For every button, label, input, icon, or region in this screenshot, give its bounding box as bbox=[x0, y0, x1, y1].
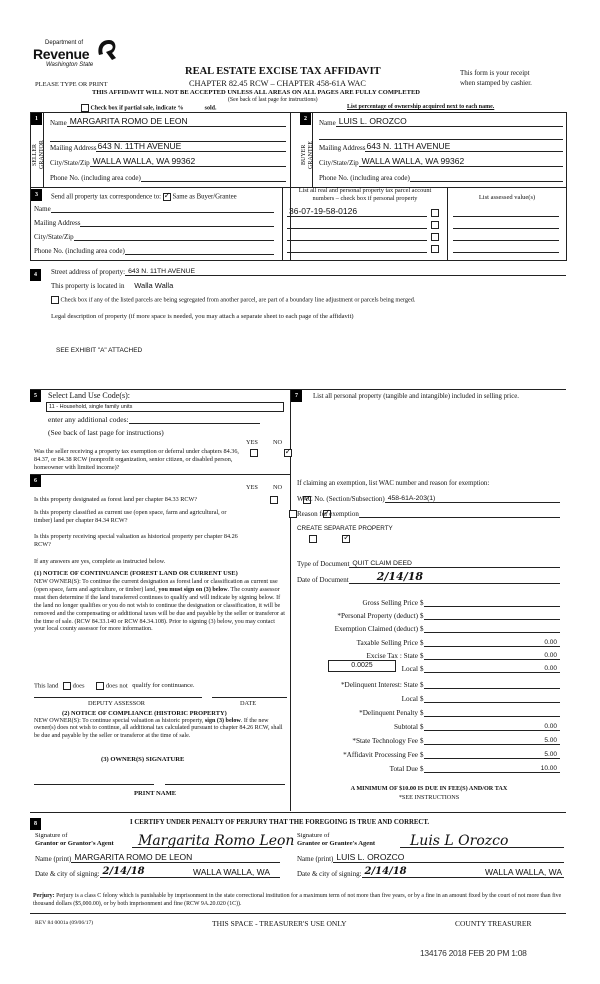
no-header-6: NO bbox=[273, 484, 283, 491]
land-use-select[interactable]: 11 - Household, single family units bbox=[46, 402, 284, 412]
corr-phone-field[interactable] bbox=[125, 245, 274, 255]
parcel-row bbox=[287, 230, 442, 242]
seller-name-row: Name MARGARITA ROMO DE LEON bbox=[50, 117, 286, 127]
seller-grantor-label: SELLER GRANTOR bbox=[32, 140, 45, 170]
section-5-badge: 5 bbox=[30, 390, 41, 402]
buyer-city-field[interactable]: WALLA WALLA, WA 99362 bbox=[359, 157, 563, 167]
corr-name-field[interactable] bbox=[51, 203, 274, 213]
corr-city-field[interactable] bbox=[74, 231, 274, 241]
fee-row-processing-fee: *Affidavit Processing Fee $ 5.00 bbox=[295, 746, 560, 759]
grantor-name-field[interactable]: MARGARITA ROMO DE LEON bbox=[71, 853, 280, 863]
if-yes-instructions: If any answers are yes, complete as instructed below. bbox=[34, 558, 166, 565]
print-name-label: PRINT NAME bbox=[134, 790, 177, 797]
grantor-name-row: Name (print) MARGARITA ROMO DE LEON bbox=[35, 853, 280, 863]
section-7-badge: 7 bbox=[291, 390, 302, 402]
additional-codes-field[interactable] bbox=[129, 414, 260, 424]
logo-revenue-text: Revenue bbox=[33, 46, 90, 62]
buyer-city-row: City/State/Zip WALLA WALLA, WA 99362 bbox=[319, 157, 563, 167]
fee-row-penalty: *Delinquent Penalty $ bbox=[295, 704, 560, 717]
completion-warning: THIS AFFIDAVIT WILL NOT BE ACCEPTED UNLESS ALL AREAS ON ALL PAGES ARE FULLY COMPLETED bbox=[92, 89, 420, 96]
segregated-checkbox[interactable] bbox=[51, 296, 59, 304]
historic-yes-checkbox[interactable] bbox=[309, 535, 317, 543]
gross-selling-price-field[interactable] bbox=[424, 596, 561, 607]
personal-property-checkbox[interactable] bbox=[431, 245, 439, 253]
seller-phone-field[interactable] bbox=[141, 172, 286, 182]
personal-property-checkbox[interactable] bbox=[431, 233, 439, 241]
grantor-date-row: Date & city of signing: 2/14/18 WALLA WALLA, WA bbox=[35, 868, 280, 878]
section-1-badge: 1 bbox=[31, 113, 42, 125]
exemption-yes-checkbox[interactable] bbox=[250, 449, 258, 457]
forest-land-question: Is this property designated as forest land per chapter 84.33 RCW? bbox=[34, 496, 198, 503]
current-use-yes-checkbox[interactable] bbox=[289, 510, 297, 518]
grantee-name-field[interactable]: LUIS L. OROZCO bbox=[333, 853, 564, 863]
no-header: NO bbox=[273, 439, 283, 446]
parcel-number-field[interactable] bbox=[287, 242, 427, 253]
grantee-signature: Luis L Orozco bbox=[410, 833, 509, 849]
fee-row-delinquent-local: Local $ bbox=[295, 690, 560, 703]
parcel-row bbox=[287, 206, 442, 218]
partial-sale-sold: sold. bbox=[204, 105, 217, 112]
corr-mailing-row: Mailing Address bbox=[34, 217, 274, 227]
dor-logo bbox=[33, 40, 123, 74]
assessor-date-label: DATE bbox=[240, 700, 257, 707]
logo-department-text: Department of bbox=[45, 40, 84, 46]
assessed-value-field[interactable] bbox=[453, 242, 559, 253]
deputy-assessor-signature-line[interactable] bbox=[34, 697, 202, 698]
buyer-phone-row: Phone No. (including area code) bbox=[319, 172, 563, 182]
current-use-question: Is this property classified as current use (open space, farm and agricultural, or timber) land per chapter 84.34 RCW? bbox=[34, 509, 227, 524]
exemption-no-checkbox[interactable] bbox=[284, 449, 292, 457]
buyer-mailing-row: Mailing Address 643 N. 11TH AVENUE bbox=[319, 142, 563, 152]
section-4-badge: 4 bbox=[30, 269, 41, 281]
document-type-field[interactable]: QUIT CLAIM DEED bbox=[349, 558, 560, 568]
assessed-header: List assessed value(s) bbox=[478, 194, 536, 201]
parcel-number-field[interactable] bbox=[287, 218, 427, 229]
grantor-signature-field[interactable] bbox=[132, 833, 295, 849]
dor-swirl-icon bbox=[95, 38, 117, 62]
corr-city-row: City/State/Zip bbox=[34, 231, 274, 241]
see-back-note: (See back of last page for instructions) bbox=[228, 97, 318, 103]
personal-property-checkbox[interactable] bbox=[431, 221, 439, 229]
fee-row-taxable: Taxable Selling Price $ 0.00 bbox=[295, 634, 560, 647]
additional-codes-row: enter any additional codes: bbox=[48, 414, 260, 424]
document-date-field[interactable]: 2/14/18 bbox=[349, 574, 560, 584]
grantee-name-row: Name (print) LUIS L. OROZCO bbox=[297, 853, 564, 863]
seller-mailing-field[interactable]: 643 N. 11TH AVENUE bbox=[96, 142, 286, 152]
perjury-notice: Perjury: Perjury is a class C felony which is punishable by imprisonment in the state correctional institution for a maximum term of not more than five years, or by a fine in an amount fixed by the court of not more than five thousand dollars ($5,000.00), or by both imprisonment and fine (RCW 9A.20.020 (1C)). bbox=[33, 893, 562, 907]
exemption-intro: If claiming an exemption, list WAC number and reason for exemption: bbox=[297, 480, 490, 487]
owner-signature-label: (3) OWNER(S) SIGNATURE bbox=[101, 756, 185, 763]
partial-sale-label: Check box if partial sale, indicate % bbox=[90, 105, 184, 112]
county-treasurer-label: COUNTY TREASURER bbox=[455, 919, 532, 928]
wac-row: WAC No. (Section/Subsection) 458-61A-203(1) bbox=[297, 493, 560, 503]
parcel-number-field[interactable]: 36-07-19-58-0126 bbox=[287, 206, 427, 217]
notice-continuance-title: (1) NOTICE OF CONTINUANCE (FOREST LAND OR CURRENT USE) bbox=[34, 570, 238, 577]
form-subtitle: CHAPTER 82.45 RCW – CHAPTER 458-61A WAC bbox=[189, 79, 366, 88]
total-due-field[interactable]: 10.00 bbox=[424, 762, 561, 773]
send-correspondence-row: Send all property tax correspondence to: ✓ Same as Buyer/Grantee bbox=[51, 193, 237, 201]
corr-name-row: Name bbox=[34, 203, 274, 213]
delinquent-interest-local-field[interactable] bbox=[424, 692, 561, 703]
same-as-buyer-checkbox[interactable] bbox=[163, 193, 171, 201]
see-instructions-note: *SEE INSTRUCTIONS bbox=[398, 794, 460, 801]
delinquent-interest-state-field[interactable] bbox=[424, 678, 561, 689]
subtotal-field[interactable]: 0.00 bbox=[424, 720, 561, 731]
parcel-header: List all real and personal property tax parcel account numbers – check box if personal property bbox=[298, 187, 432, 202]
notice-compliance-body: NEW OWNER(S): To continue special valuation as historic property, sign (3) below. If the new owner(s) does not wish to continue, all additional tax calculated pursuant to chapter 84.26 RCW, shall be due and payable by the seller or transferor at the time of sale. bbox=[34, 718, 283, 739]
grantee-date-city-field[interactable]: 2/14/18 WALLA WALLA, WA bbox=[362, 868, 564, 878]
partial-sale-row bbox=[81, 104, 217, 112]
grantee-date-row: Date & city of signing: 2/14/18 WALLA WALLA, WA bbox=[297, 866, 562, 878]
section-3-badge: 3 bbox=[31, 189, 42, 201]
wac-number-field[interactable]: 458-61A-203(1) bbox=[385, 493, 560, 503]
logo-state-text: Washington State bbox=[46, 62, 94, 68]
doc-type-row: Type of Document QUIT CLAIM DEED bbox=[297, 558, 560, 568]
fee-row-delinquent-state: *Delinquent Interest: State $ bbox=[295, 676, 560, 689]
assessed-value-field[interactable] bbox=[453, 206, 559, 217]
parcel-row bbox=[287, 218, 442, 230]
fee-row-personal: *Personal Property (deduct) $ bbox=[295, 607, 560, 620]
form-title: REAL ESTATE EXCISE TAX AFFIDAVIT bbox=[185, 66, 381, 77]
corr-mailing-field[interactable] bbox=[80, 217, 274, 227]
section-2-badge: 2 bbox=[300, 113, 311, 125]
seller-phone-row: Phone No. (including area code) bbox=[50, 172, 286, 182]
street-address-row: Street address of property: 643 N. 11TH AVENUE bbox=[51, 266, 566, 276]
deputy-assessor-label: DEPUTY ASSESSOR bbox=[88, 700, 145, 707]
ownership-note: List percentage of ownership acquired next to each name. bbox=[347, 104, 495, 110]
forest-yes-checkbox[interactable] bbox=[270, 496, 278, 504]
reason-row: Reason for exemption bbox=[297, 508, 560, 518]
yes-header: YES bbox=[246, 439, 258, 446]
grantee-signature-label: Signature of Grantee or Grantee's Agent bbox=[297, 832, 376, 847]
reason-value: CREATE SEPARATE PROPERTY bbox=[297, 525, 393, 532]
reason-field[interactable] bbox=[359, 508, 560, 518]
located-value: Walla Walla bbox=[134, 281, 174, 290]
grantee-signature-field[interactable] bbox=[400, 833, 564, 849]
receipt-note-1: This form is your receipt bbox=[460, 69, 530, 77]
segregated-row: Check box if any of the listed parcels are being segregated from another parcel, are part of a boundary line adjustment or parcels being merged. bbox=[51, 296, 415, 304]
fee-row-state-tax: Excise Tax : State $ 0.00 bbox=[295, 647, 560, 660]
buyer-phone-field[interactable] bbox=[410, 172, 563, 182]
assessed-value-field[interactable] bbox=[453, 230, 559, 241]
located-row: This property is located in Walla Walla bbox=[51, 281, 174, 290]
fee-row-local-tax: Local $ 0.00 bbox=[295, 660, 560, 673]
continuance-qualify-row: This land does does not qualify for continuance. bbox=[34, 682, 195, 690]
state-technology-fee-field[interactable]: 5.00 bbox=[424, 734, 561, 745]
excise-tax-local-field[interactable]: 0.00 bbox=[424, 662, 561, 673]
fee-row-exemption: Exemption Claimed (deduct) $ bbox=[295, 620, 560, 633]
parcel-row bbox=[287, 242, 442, 254]
seller-mailing-row: Mailing Address 643 N. 11TH AVENUE bbox=[50, 142, 286, 152]
buyer-mailing-field[interactable]: 643 N. 11TH AVENUE bbox=[365, 142, 563, 152]
exemption-claimed-field[interactable] bbox=[424, 622, 561, 633]
historic-question: Is this property receiving special valuation as historical property per chapter 84.26 RCW? bbox=[34, 533, 238, 548]
excise-tax-state-field[interactable]: 0.00 bbox=[424, 649, 561, 660]
minimum-fee-note: A MINIMUM OF $10.00 IS DUE IN FEE(S) AND/OR TAX bbox=[350, 785, 508, 792]
seller-city-field[interactable]: WALLA WALLA, WA 99362 bbox=[90, 157, 286, 167]
land-use-see-back: (See back of last page for instructions) bbox=[48, 428, 164, 437]
grantor-signature-label: Signature of Grantor or Grantor's Agent bbox=[35, 832, 114, 847]
seller-name-field[interactable]: MARGARITA ROMO DE LEON bbox=[67, 117, 286, 127]
certify-statement: I CERTIFY UNDER PENALTY OF PERJURY THAT THE FOREGOING IS TRUE AND CORRECT. bbox=[130, 819, 430, 826]
street-address-field[interactable]: 643 N. 11TH AVENUE bbox=[125, 266, 566, 276]
fee-row-subtotal: Subtotal $ 0.00 bbox=[295, 718, 560, 731]
yes-header-6: YES bbox=[246, 484, 258, 491]
exemption-question: Was the seller receiving a property tax exemption or deferral under chapters 84.36, 84.37, or 84.38 RCW (nonprofit organization, senior citizen, or disabled person, homeowner with limited income)? bbox=[34, 448, 239, 471]
fee-row-gross: Gross Selling Price $ bbox=[295, 594, 560, 607]
please-type-label: PLEASE TYPE OR PRINT bbox=[35, 81, 108, 88]
legal-description-label: Legal description of property (if more space is needed, you may attach a separate sheet to each page of the affidavit) bbox=[51, 313, 354, 320]
receipt-note-2: when stamped by cashier. bbox=[460, 79, 532, 87]
legal-description-value: SEE EXHIBIT "A" ATTACHED bbox=[56, 347, 143, 354]
qualifies-does-not-checkbox[interactable] bbox=[96, 682, 104, 690]
notice-continuance-body: NEW OWNER(S): To continue the current designation as forest land or classification as current use (open space, farm and agriculture, or timber) land, you must sign on (3) below. The county assessor must then determine if the land transferred continues to qualify and will indicate by signing below. If the land no longer qualifies or you do not wish to continue the designation or classification, it will be removed and the compensating or additional taxes will be due and payable by the seller or transferor at the time of sale. (RCW 84.33.140 or RCW 84.34.108). Prior to signing (3) below, you may contact your local county assessor for more information. bbox=[34, 579, 285, 633]
grantor-signature: Margarita Romo Leon bbox=[138, 833, 295, 849]
seller-city-row: City/State/Zip WALLA WALLA, WA 99362 bbox=[50, 157, 286, 167]
assessed-value-field[interactable] bbox=[453, 218, 559, 229]
buyer-name-field[interactable]: LUIS L. OROZCO bbox=[336, 117, 563, 127]
land-use-label: Select Land Use Code(s): bbox=[48, 391, 130, 400]
qualifies-does-checkbox[interactable] bbox=[63, 682, 71, 690]
parcel-number-field[interactable] bbox=[287, 230, 427, 241]
delinquent-penalty-field[interactable] bbox=[424, 706, 561, 717]
buyer-name-row: Name LUIS L. OROZCO bbox=[319, 117, 563, 127]
personal-property-checkbox[interactable] bbox=[431, 209, 439, 217]
section-8-badge: 8 bbox=[30, 818, 41, 830]
local-rate-box[interactable]: 0.0025 bbox=[328, 660, 396, 672]
owner-signature-line[interactable] bbox=[34, 784, 154, 785]
grantor-date-city-field[interactable]: 2/14/18 WALLA WALLA, WA bbox=[100, 868, 280, 878]
taxable-selling-price-field[interactable]: 0.00 bbox=[424, 636, 561, 647]
assessor-date-line[interactable] bbox=[212, 697, 287, 698]
personal-property-label: List all personal property (tangible and intangible) included in selling price. bbox=[313, 393, 519, 400]
treasurer-space-label: THIS SPACE - TREASURER'S USE ONLY bbox=[212, 919, 347, 928]
partial-sale-checkbox[interactable] bbox=[81, 104, 89, 112]
affidavit-processing-fee-field[interactable]: 5.00 bbox=[424, 748, 561, 759]
doc-date-row: Date of Document 2/14/18 bbox=[297, 574, 560, 584]
treasurer-stamp: 134176 2018 FEB 20 PM 1:08 bbox=[420, 948, 527, 958]
form-number: REV 84 0001a (09/06/17) bbox=[35, 920, 94, 926]
fee-row-total: Total Due $ 10.00 bbox=[295, 760, 560, 773]
notice-compliance-title: (2) NOTICE OF COMPLIANCE (HISTORIC PROPERTY) bbox=[62, 710, 227, 717]
personal-property-field[interactable] bbox=[424, 609, 561, 620]
owner-print-name-line[interactable] bbox=[165, 784, 285, 785]
historic-no-checkbox[interactable] bbox=[342, 535, 350, 543]
corr-phone-row: Phone No. (including area code) bbox=[34, 245, 274, 255]
section-6-badge: 6 bbox=[30, 475, 41, 487]
buyer-grantee-label: BUYER GRANTEE bbox=[301, 141, 314, 169]
fee-row-tech-fee: *State Technology Fee $ 5.00 bbox=[295, 732, 560, 745]
